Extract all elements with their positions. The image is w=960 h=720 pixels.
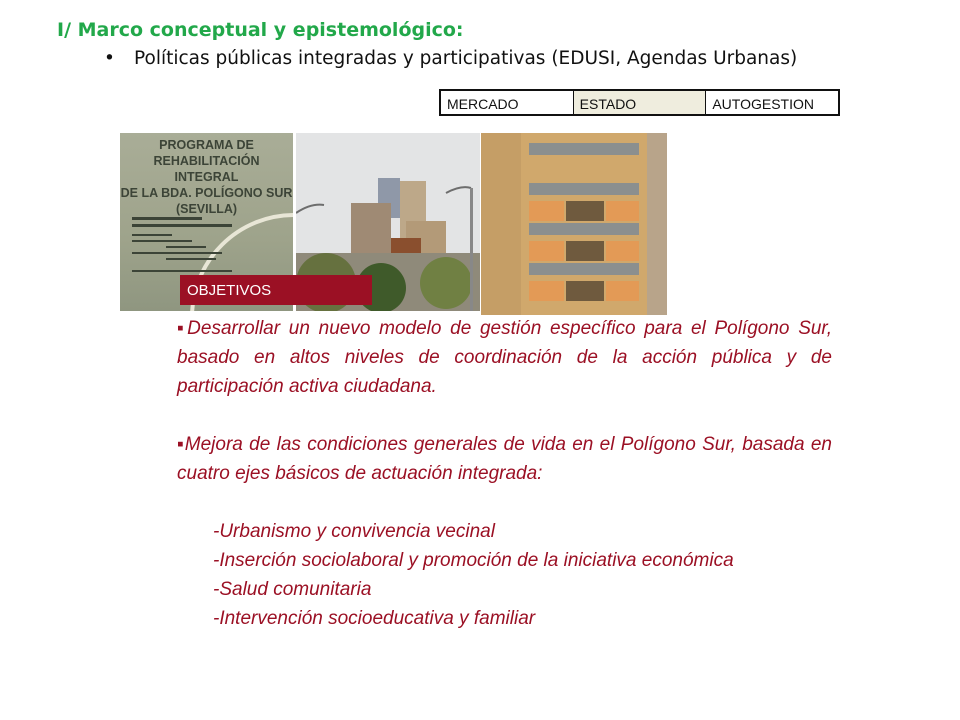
sign-fine-print xyxy=(132,217,242,277)
slide-title: I/ Marco conceptual y epistemológico: xyxy=(57,19,464,41)
photo-building-facade xyxy=(481,133,667,315)
sector-cell-autogestion: AUTOGESTION xyxy=(712,96,814,112)
objetivos-label: OBJETIVOS xyxy=(180,275,372,305)
sign-line: DE LA BDA. POLÍGONO SUR xyxy=(120,186,293,200)
bullet-item xyxy=(104,48,797,69)
building-illustration xyxy=(481,133,667,315)
objetivos-content xyxy=(177,314,832,633)
bullet-dot: • xyxy=(104,48,115,69)
sign-line: PROGRAMA DE xyxy=(159,138,254,152)
sector-cell-mercado: MERCADO xyxy=(441,91,574,114)
axis-item: -Urbanismo y convivencia vecinal xyxy=(213,521,495,542)
objective-paragraph-2: ▪Mejora de las condiciones generales de vida en el Polígono Sur, basada en cuatro ejes básicos de actuación integrada: xyxy=(177,434,832,484)
sign-line: REHABILITACIÓN INTEGRAL xyxy=(153,154,260,184)
axis-item: -Intervención socioeducativa y familiar xyxy=(213,608,536,629)
objective-paragraph-1: ▪Desarrollar un nuevo modelo de gestión específico para el Polígono Sur, basado en altos niveles de coordinación de la acción pública y de participación activa ciudadana. xyxy=(177,318,832,397)
sign-text xyxy=(120,137,293,217)
sector-cell-estado: ESTADO xyxy=(574,91,707,114)
axis-item: -Salud comunitaria xyxy=(213,579,372,600)
sector-table xyxy=(439,89,840,116)
bullet-text: Políticas públicas integradas y participativas (EDUSI, Agendas Urbanas) xyxy=(134,48,798,69)
sign-line: (SEVILLA) xyxy=(175,202,238,216)
action-axes-list xyxy=(177,517,832,633)
axis-item: -Inserción sociolaboral y promoción de la iniciativa económica xyxy=(213,550,734,571)
